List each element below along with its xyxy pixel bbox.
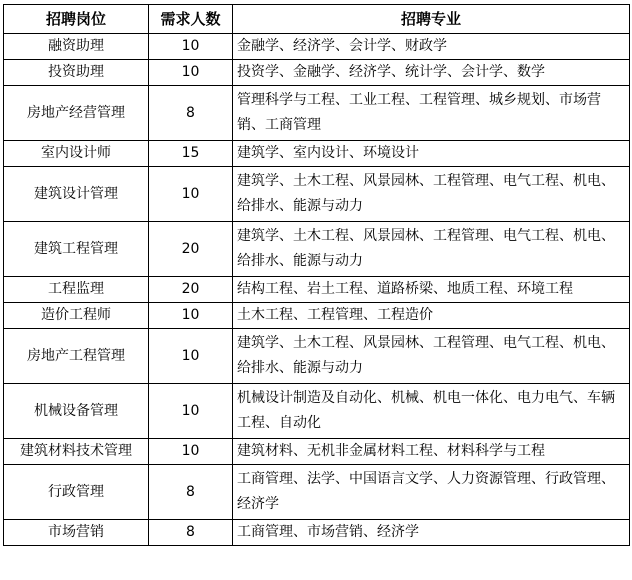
count-cell: 8 <box>149 86 233 141</box>
table-row <box>4 167 630 222</box>
count-cell: 10 <box>149 60 233 86</box>
count-cell: 10 <box>149 384 233 439</box>
table-row <box>4 222 630 277</box>
table-row <box>4 520 630 546</box>
recruitment-table <box>3 4 630 546</box>
table-row <box>4 141 630 167</box>
position-cell: 造价工程师 <box>4 303 149 329</box>
table-row <box>4 34 630 60</box>
count-cell: 8 <box>149 465 233 520</box>
table-row <box>4 277 630 303</box>
count-cell: 10 <box>149 439 233 465</box>
majors-cell: 结构工程、岩土工程、道路桥梁、地质工程、环境工程 <box>233 277 630 303</box>
position-cell: 行政管理 <box>4 465 149 520</box>
majors-cell: 工商管理、法学、中国语言文学、人力资源管理、行政管理、经济学 <box>233 465 630 520</box>
majors-cell: 投资学、金融学、经济学、统计学、会计学、数学 <box>233 60 630 86</box>
majors-cell: 工商管理、市场营销、经济学 <box>233 520 630 546</box>
table-row <box>4 465 630 520</box>
majors-cell: 建筑学、土木工程、风景园林、工程管理、电气工程、机电、给排水、能源与动力 <box>233 329 630 384</box>
position-cell: 市场营销 <box>4 520 149 546</box>
table-row <box>4 86 630 141</box>
header-majors: 招聘专业 <box>233 5 630 34</box>
table-row <box>4 329 630 384</box>
position-cell: 室内设计师 <box>4 141 149 167</box>
position-cell: 投资助理 <box>4 60 149 86</box>
majors-cell: 建筑学、土木工程、风景园林、工程管理、电气工程、机电、给排水、能源与动力 <box>233 222 630 277</box>
count-cell: 20 <box>149 222 233 277</box>
majors-cell: 机械设计制造及自动化、机械、机电一体化、电力电气、车辆工程、自动化 <box>233 384 630 439</box>
position-cell: 建筑设计管理 <box>4 167 149 222</box>
position-cell: 建筑工程管理 <box>4 222 149 277</box>
majors-cell: 建筑材料、无机非金属材料工程、材料科学与工程 <box>233 439 630 465</box>
majors-cell: 建筑学、室内设计、环境设计 <box>233 141 630 167</box>
count-cell: 20 <box>149 277 233 303</box>
count-cell: 15 <box>149 141 233 167</box>
majors-cell: 土木工程、工程管理、工程造价 <box>233 303 630 329</box>
table-header-row <box>4 5 630 34</box>
count-cell: 10 <box>149 167 233 222</box>
table-row <box>4 60 630 86</box>
position-cell: 融资助理 <box>4 34 149 60</box>
count-cell: 10 <box>149 329 233 384</box>
majors-cell: 金融学、经济学、会计学、财政学 <box>233 34 630 60</box>
header-position: 招聘岗位 <box>4 5 149 34</box>
count-cell: 8 <box>149 520 233 546</box>
count-cell: 10 <box>149 303 233 329</box>
position-cell: 机械设备管理 <box>4 384 149 439</box>
position-cell: 房地产经营管理 <box>4 86 149 141</box>
majors-cell: 建筑学、土木工程、风景园林、工程管理、电气工程、机电、给排水、能源与动力 <box>233 167 630 222</box>
position-cell: 建筑材料技术管理 <box>4 439 149 465</box>
table-row <box>4 439 630 465</box>
table-row <box>4 384 630 439</box>
header-count: 需求人数 <box>149 5 233 34</box>
table-row <box>4 303 630 329</box>
position-cell: 房地产工程管理 <box>4 329 149 384</box>
position-cell: 工程监理 <box>4 277 149 303</box>
majors-cell: 管理科学与工程、工业工程、工程管理、城乡规划、市场营销、工商管理 <box>233 86 630 141</box>
count-cell: 10 <box>149 34 233 60</box>
